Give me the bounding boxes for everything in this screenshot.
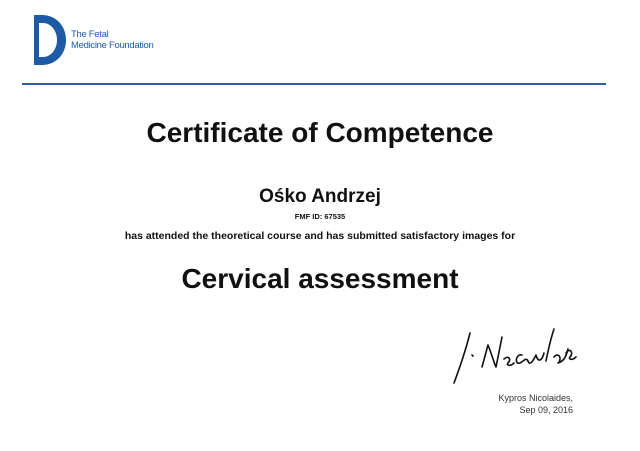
signature-image (448, 323, 578, 387)
fmf-logo-icon (34, 15, 66, 65)
course-name: Cervical assessment (181, 263, 459, 294)
logo-line-1: The Fetal (71, 29, 109, 40)
recipient-name: Ośko Andrzej (259, 186, 381, 207)
signature-date: Sep 09, 2016 (519, 405, 573, 415)
fmf-id: FMF ID: 67535 (294, 212, 346, 221)
certificate-statement: has attended the theoretical course and has submitted satisfactory images for (124, 230, 516, 242)
fmf-logo (34, 15, 154, 65)
signatory-block (498, 392, 573, 416)
logo-wordmark (71, 29, 154, 51)
signatory-name: Kypros Nicolaides, (498, 393, 573, 403)
handwritten-signature (448, 323, 578, 392)
certificate-title: Certificate of Competence (146, 117, 494, 148)
header-divider (22, 83, 606, 85)
logo-line-2: Medicine Foundation (71, 40, 154, 51)
